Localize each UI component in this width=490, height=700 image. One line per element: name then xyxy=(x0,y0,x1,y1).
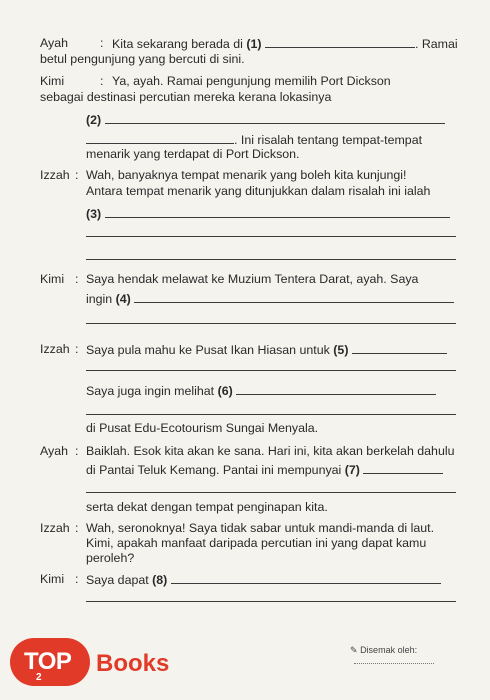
colon: : xyxy=(75,521,79,535)
dialog-text: Saya hendak melawat ke Muzium Tentera Darat, ayah. Saya xyxy=(86,272,419,286)
dialog-text: (3) xyxy=(86,206,450,222)
dialog-text: (2) xyxy=(86,112,445,128)
colon: : xyxy=(100,74,104,88)
dialog-text: di Pusat Edu-Ecotourism Sungai Menyala. xyxy=(86,421,319,435)
colon: : xyxy=(75,342,79,356)
speaker-label: Ayah xyxy=(40,36,69,50)
dialog-text: Saya juga ingin melihat (6) xyxy=(86,383,436,399)
speaker-label: Izzah xyxy=(40,342,70,356)
dialog-text: Kimi, apakah manfaat daripada percutian ini yang dapat kamu xyxy=(86,536,427,550)
dialog-text: menarik yang terdapat di Port Dickson. xyxy=(86,147,300,161)
answer-rule-3b[interactable] xyxy=(86,236,456,237)
dialog-text: Wah, seronoknya! Saya tidak sabar untuk mandi-manda di laut. xyxy=(86,521,435,535)
checked-by-label: Disemak oleh: xyxy=(360,645,418,655)
speaker-label: Izzah xyxy=(40,168,70,182)
dialog-text: sebagai destinasi percutian mereka kerana lokasinya xyxy=(40,90,332,104)
answer-blank-5a[interactable] xyxy=(352,342,447,354)
answer-rule-4b[interactable] xyxy=(86,323,456,324)
answer-blank-2b[interactable] xyxy=(86,132,234,144)
dialog-text: Baiklah. Esok kita akan ke sana. Hari ini, kita akan berkelah dahulu xyxy=(86,444,455,458)
dialog-text: Antara tempat menarik yang ditunjukkan dalam risalah ini ialah xyxy=(86,184,431,198)
answer-blank-7a[interactable] xyxy=(363,462,443,474)
answer-blank-2a[interactable] xyxy=(105,112,445,124)
dialog-text: . Ini risalah tentang tempat-tempat xyxy=(86,132,422,148)
colon: : xyxy=(75,272,79,286)
answer-blank-1[interactable] xyxy=(265,36,415,48)
checked-by xyxy=(350,645,490,666)
speaker-label: Izzah xyxy=(40,521,70,535)
dialog-text: serta dekat dengan tempat penginapan kita. xyxy=(86,500,328,514)
speaker-label: Ayah xyxy=(40,444,69,458)
signature-line[interactable] xyxy=(354,663,434,664)
pencil-icon: ✎ xyxy=(350,645,358,655)
dialog-text: ingin (4) xyxy=(86,291,454,307)
colon: : xyxy=(100,36,104,50)
dialog-text: Saya dapat (8) xyxy=(86,572,441,588)
answer-rule-7b[interactable] xyxy=(86,492,456,493)
answer-rule-8b[interactable] xyxy=(86,601,456,602)
topbooks-logo xyxy=(10,638,180,690)
answer-rule-3c[interactable] xyxy=(86,259,456,260)
dialog-text: di Pantai Teluk Kemang. Pantai ini mempunyai (7) xyxy=(86,462,443,478)
answer-blank-3a[interactable] xyxy=(105,206,450,218)
answer-rule-6b[interactable] xyxy=(86,414,456,415)
colon: : xyxy=(75,444,79,458)
speaker-label: Kimi xyxy=(40,74,65,88)
answer-rule-5b[interactable] xyxy=(86,370,456,371)
dialog-text: Ya, ayah. Ramai pengunjung memilih Port Dickson xyxy=(112,74,391,88)
answer-blank-8a[interactable] xyxy=(171,572,441,584)
logo-top-text: TOP xyxy=(24,648,72,675)
dialog-text: Kita sekarang berada di (1) . Ramai xyxy=(112,37,458,51)
dialog-text: betul pengunjung yang bercuti di sini. xyxy=(40,52,245,66)
answer-blank-4a[interactable] xyxy=(134,291,454,303)
speaker-label: Kimi xyxy=(40,572,65,586)
colon: : xyxy=(75,168,79,182)
answer-blank-6a[interactable] xyxy=(236,383,436,395)
dialog-text: Saya pula mahu ke Pusat Ikan Hiasan untuk (5) xyxy=(86,342,447,358)
dialog-text: Wah, banyaknya tempat menarik yang boleh kita kunjungi! xyxy=(86,168,407,182)
speaker-label: Kimi xyxy=(40,272,65,286)
logo-books-text: Books xyxy=(96,650,170,677)
colon: : xyxy=(75,572,79,586)
page-number: 2 xyxy=(36,672,42,683)
dialog-text: peroleh? xyxy=(86,551,135,565)
